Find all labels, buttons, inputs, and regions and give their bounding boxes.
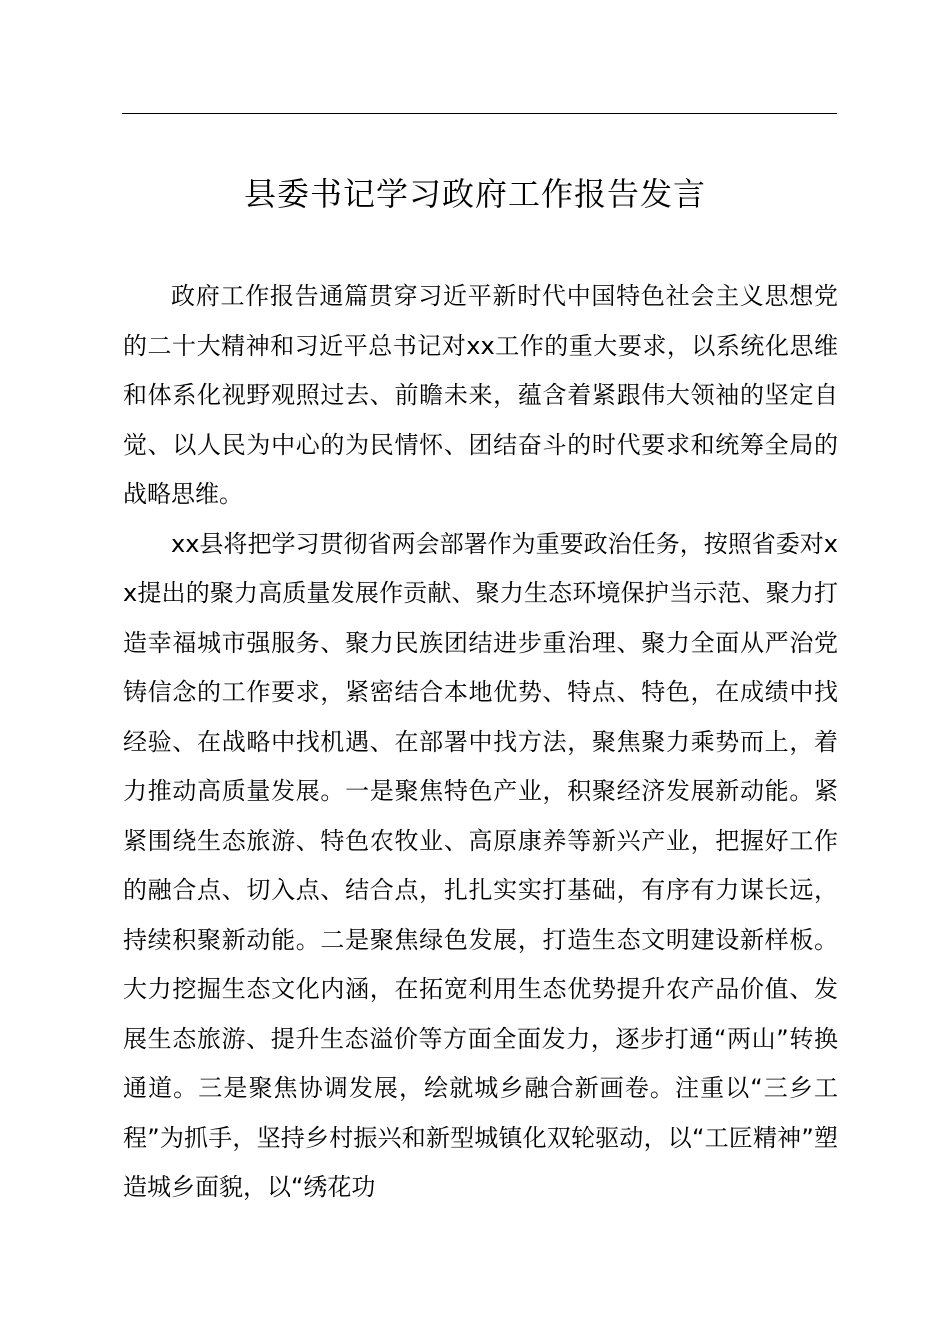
paragraph: xx县将把学习贯彻省两会部署作为重要政治任务，按照省委对xx提出的聚力高质量发展作贡献、聚力生态环境保护当示范、聚力打造幸福城市强服务、聚力民族团结进步重治理、聚力全面从严治党铸信念的工作要求，紧密结合本地优势、特点、特色，在成绩中找经验、在战略中找机遇、在部署中找方法，聚焦聚力乘势而上，着力推动高质量发展。一是聚焦特色产业，积聚经济发展新动能。紧紧围绕生态旅游、特色农牧业、高原康养等新兴产业，把握好工作的融合点、切入点、结合点，扎扎实实打基础，有序有力谋长远，持续积聚新动能。二是聚焦绿色发展，打造生态文明建设新样板。大力挖掘生态文化内涵，在拓宽利用生态优势提升农产品价值、发展生态旅游、提升生态溢价等方面全面发力，逐步打通“两山”转换通道。三是聚焦协调发展，绘就城乡融合新画卷。注重以“三乡工程”为抓手，坚持乡村振兴和新型城镇化双轮驱动，以“工匠精神”塑造城乡面貌，以“绣花功: [123, 529, 838, 1201]
page-title: 县委书记学习政府工作报告发言: [243, 175, 706, 213]
header-rule: [122, 113, 837, 114]
body-text: [123, 272, 838, 1213]
paragraph: 政府工作报告通篇贯穿习近平新时代中国特色社会主义思想党的二十大精神和习近平总书记对xx工作的重大要求，以系统化思维和体系化视野观照过去、前瞻未来，蕴含着紧跟伟大领袖的坚定自觉、以人民为中心的为民情怀、团结奋斗的时代要求和统筹全局的战略思维。: [123, 282, 838, 508]
